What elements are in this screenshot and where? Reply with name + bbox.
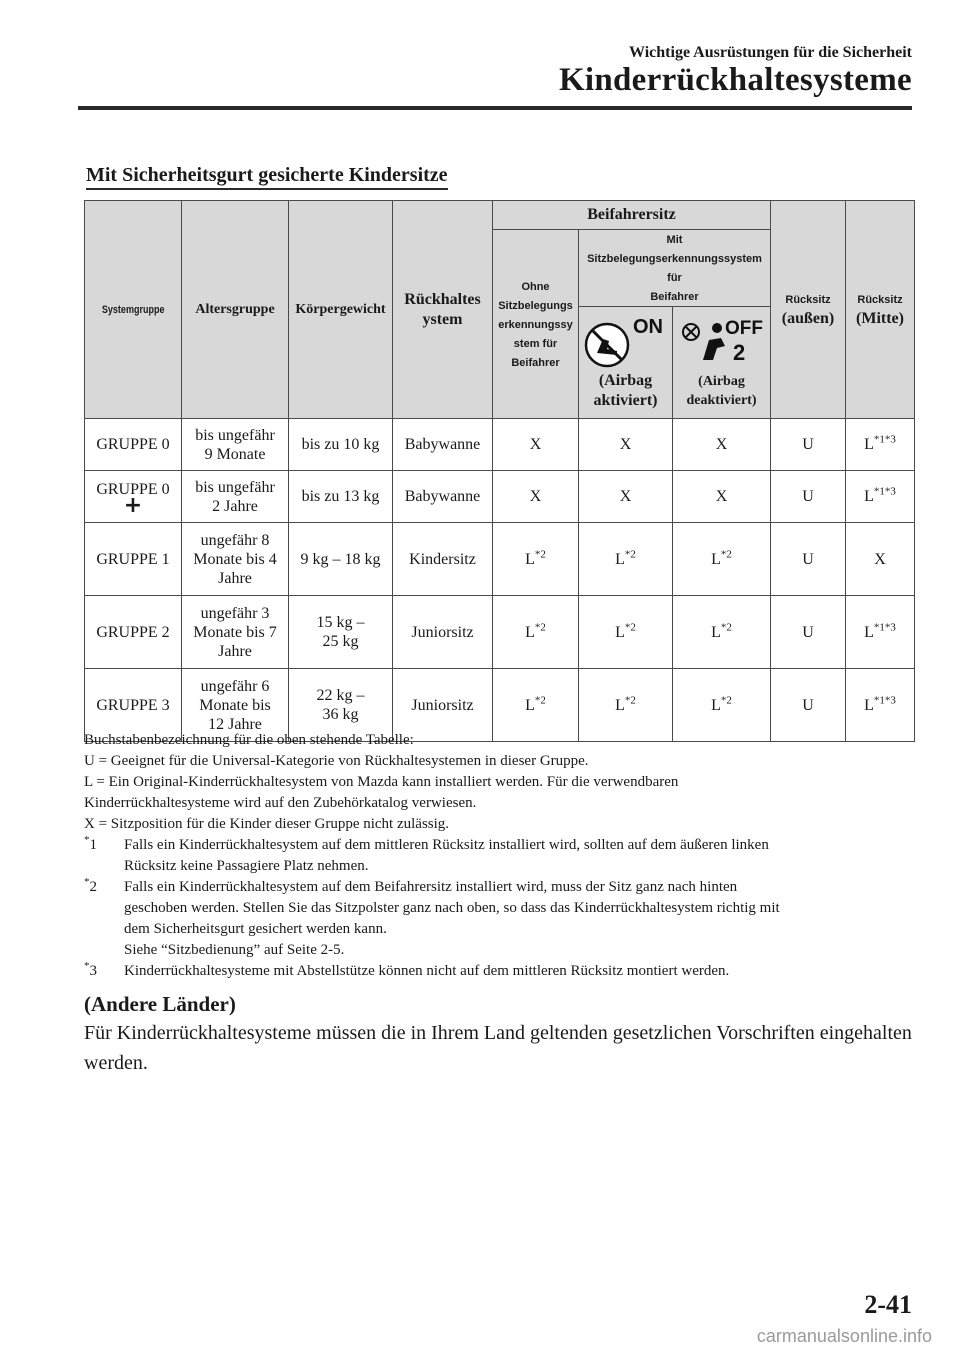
airbag-on-icon	[583, 315, 669, 371]
header-rule	[78, 106, 912, 110]
cell-gruppe: GRUPPE 3	[85, 669, 182, 742]
cell-ohne: L$^{*2}$	[493, 596, 579, 669]
cell-gruppe: GRUPPE 0 +	[85, 471, 182, 523]
legend-x: X = Sitzposition für die Kinder dieser Gruppe nicht zulässig.	[84, 816, 450, 832]
header-systemgruppe: Systemgruppe	[85, 201, 182, 419]
legend-l: L = Ein Original-Kinderrückhaltesystem von Mazda kann installiert werden. Für die verwendbaren Kinderrückhaltesysteme wird auf den Zubehörkatalog verwiesen.	[84, 774, 679, 811]
table-row	[85, 523, 915, 596]
cell-gruppe: GRUPPE 1	[85, 523, 182, 596]
section-title: Mit Sicherheitsgurt gesicherte Kindersitze	[86, 164, 448, 190]
footnote-3: *3 Kinderrückhaltesysteme mit Abstellstütze können nicht auf dem mittleren Rücksitz montiert werden.	[84, 960, 730, 979]
header-supertitle: Wichtige Ausrüstungen für die Sicherheit	[629, 44, 912, 61]
cell-mitte: L$^{*1*3}$	[846, 596, 915, 669]
header-ohne-sitzbelegung: Ohne Sitzbelegungs erkennungssy stem für Beifahrer	[493, 230, 579, 419]
cell-ohne: X	[493, 419, 579, 471]
table-row	[85, 596, 915, 669]
cell-alter: ungefähr 3 Monate bis 7 Jahre	[182, 596, 289, 669]
cell-off: L$^{*2}$	[673, 523, 771, 596]
cell-alter: ungefähr 6 Monate bis 12 Jahre	[182, 669, 289, 742]
cell-ohne: X	[493, 471, 579, 523]
cell-ohne: L$^{*2}$	[493, 669, 579, 742]
cell-aussen: U	[771, 596, 846, 669]
page-number: 2-41	[864, 1290, 912, 1319]
header-airbag-off: OFF 2 (Airbag deaktiviert)	[673, 307, 771, 419]
header-beifahrersitz: Beifahrersitz	[493, 201, 771, 230]
table-row	[85, 419, 915, 471]
legend-intro: Buchstabenbezeichnung für die oben stehende Tabelle:	[84, 732, 414, 748]
cell-on: X	[579, 471, 673, 523]
header-mit-sitzbelegung: Mit Sitzbelegungserkennungssystem für Beifahrer	[579, 230, 771, 307]
cell-system: Juniorsitz	[393, 669, 493, 742]
header-altersgruppe: Altersgruppe	[182, 201, 289, 419]
footnote-1: *1 Falls ein Kinderrückhaltesystem auf dem mittleren Rücksitz installiert wird, sollten auf dem äußeren linken Rücksitz keine Passagiere Platz nehmen.	[84, 834, 769, 874]
other-countries-text: Für Kinderrückhaltesysteme müssen die in Ihrem Land geltenden gesetzlichen Vorschriften eingehalten werden.	[84, 1022, 912, 1074]
cell-system: Babywanne	[393, 471, 493, 523]
cell-on: L$^{*2}$	[579, 669, 673, 742]
cell-aussen: U	[771, 669, 846, 742]
cell-off: X	[673, 419, 771, 471]
cell-on: L$^{*2}$	[579, 523, 673, 596]
header-koerpergewicht: Körpergewicht	[289, 201, 393, 419]
header-ruecksitz-aussen: Rücksitz (außen)	[771, 201, 846, 419]
cell-alter: bis ungefähr 2 Jahre	[182, 471, 289, 523]
footnote-2: *2 Falls ein Kinderrückhaltesystem auf dem Beifahrersitz installiert wird, muss der Sitz ganz nach hinten geschoben werden. Stellen Sie das Sitzpolster ganz nach oben, so dass das Kinderrückhaltesystem richtig mit dem Sicherheitsgurt gesichert werden kann. Siehe “Sitzbedienung” auf Seite 2-5.	[84, 876, 780, 958]
cell-gewicht: 15 kg – 25 kg	[289, 596, 393, 669]
plus-sign: +	[123, 493, 143, 518]
cell-gruppe: GRUPPE 2	[85, 596, 182, 669]
cell-gewicht: bis zu 10 kg	[289, 419, 393, 471]
header-airbag-on: ON (Airbag aktiviert)	[579, 307, 673, 419]
table-row	[85, 471, 915, 523]
airbag-off-icon	[677, 316, 767, 372]
svg-text:OFF: OFF	[724, 317, 763, 339]
cell-alter: bis ungefähr 9 Monate	[182, 419, 289, 471]
cell-mitte: L$^{*1*3}$	[846, 471, 915, 523]
cell-system: Babywanne	[393, 419, 493, 471]
header-rueckhaltesystem: Rückhaltes ystem	[393, 201, 493, 419]
cell-off: L$^{*2}$	[673, 596, 771, 669]
child-seat-table	[84, 200, 915, 742]
legend-u: U = Geeignet für die Universal-Kategorie von Rückhaltesystemen in dieser Gruppe.	[84, 753, 589, 769]
cell-mitte: X	[846, 523, 915, 596]
page-title: Kinderrückhaltesysteme	[558, 62, 912, 98]
cell-gewicht: 22 kg – 36 kg	[289, 669, 393, 742]
cell-aussen: U	[771, 419, 846, 471]
cell-mitte: L$^{*1*3}$	[846, 669, 915, 742]
other-countries-heading: (Andere Länder)	[84, 992, 236, 1016]
svg-text:ON: ON	[632, 315, 663, 338]
cell-off: X	[673, 471, 771, 523]
svg-text:2: 2	[732, 339, 745, 365]
cell-gewicht: bis zu 13 kg	[289, 471, 393, 523]
cell-on: L$^{*2}$	[579, 596, 673, 669]
cell-gewicht: 9 kg – 18 kg	[289, 523, 393, 596]
cell-mitte: L$^{*1*3}$	[846, 419, 915, 471]
watermark: carmanualsonline.info	[756, 1326, 932, 1346]
cell-ohne: L$^{*2}$	[493, 523, 579, 596]
header-ruecksitz-mitte: Rücksitz (Mitte)	[846, 201, 915, 419]
cell-alter: ungefähr 8 Monate bis 4 Jahre	[182, 523, 289, 596]
cell-aussen: U	[771, 471, 846, 523]
cell-aussen: U	[771, 523, 846, 596]
cell-off: L$^{*2}$	[673, 669, 771, 742]
cell-system: Juniorsitz	[393, 596, 493, 669]
table-legend	[84, 730, 924, 982]
cell-gruppe: GRUPPE 0	[85, 419, 182, 471]
cell-system: Kindersitz	[393, 523, 493, 596]
cell-on: X	[579, 419, 673, 471]
